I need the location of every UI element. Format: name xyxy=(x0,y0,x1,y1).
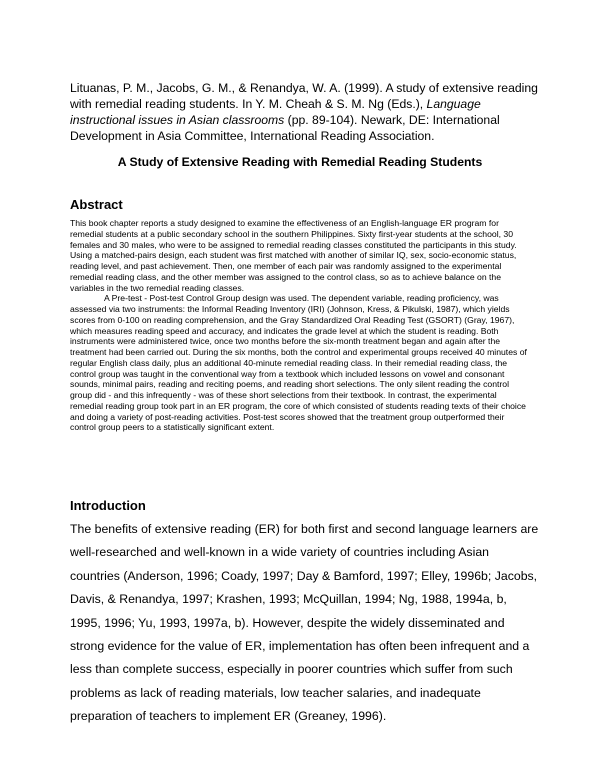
abstract-paragraph: This book chapter reports a study designed to examine the effectiveness of an English-language ER program for remedial students at a public secondary school in the southern Philippines. Sixty first-year students at the school, 30 females and 30 males, who were to be assigned to remedial reading classes constituted the participants in this study. Using a matched-pairs design, each student was first matched with another of similar IQ, sex, socio-economic status, reading level, and past achievement. Then, one member of each pair was randomly assigned to the experimental remedial reading class, and the other member was assigned to the control class, so as to achieve balance on the variables in the two remedial reading classes. xyxy=(70,218,517,293)
abstract-heading: Abstract xyxy=(70,197,123,212)
introduction-paragraph: The benefits of extensive reading (ER) for both first and second language learners are well-researched and well-known in a wide variety of countries including Asian countries (Anderson, 1996; Coady, 1997; Day & Bamford, 1997; Elley, 1996b; Jacobs, Davis, & Renandya, 1997; Krashen, 1993; McQuillan, 1994; Ng, 1988, 1994a, b, 1995, 1996; Yu, 1993, 1997a, b). However, despite the widely disseminated and strong evidence for the value of ER, implementation has often been infrequent and a less than complete success, especially in poorer countries which suffer from such problems as lack of reading materials, low teacher salaries, and inadequate preparation of teachers to implement ER (Greaney, 1996). xyxy=(70,522,539,724)
introduction-heading: Introduction xyxy=(70,498,146,513)
citation-book-title: Language instructional issues in Asian classrooms xyxy=(70,97,481,127)
citation-text-end: (pp. 89-104). Newark, DE: International Development in Asia Committee, International Reading Association. xyxy=(70,113,500,143)
abstract-body xyxy=(70,218,532,433)
paper-title: A Study of Extensive Reading with Remedial Reading Students xyxy=(117,155,483,169)
citation-text-start: Lituanas, P. M., Jacobs, G. M., & Renandya, W. A. (1999). A study of extensive reading with remedial reading students. In Y. M. Cheah & S. M. Ng (Eds.), xyxy=(70,81,538,111)
citation xyxy=(70,80,540,144)
abstract-paragraph: A Pre-test - Post-test Control Group design was used. The dependent variable, reading proficiency, was assessed via two instruments: the Informal Reading Inventory (IRI) (Johnson, Kress, & Pikulski, 1987), which yields scores from 0-100 on reading comprehension, and the Gray Standardized Oral Reading Test (GSORT) (Gray, 1967), which measures reading speed and accuracy, and indicates the grade level at which the student is reading. Both instruments were administered twice, once two months before the six-month treatment began and again after the treatment had been carried out. During the six months, both the control and experimental groups received 40 minutes of regular English class daily, plus an additional 40-minute remedial reading class. In their remedial reading class, the control group was taught in the conventional way from a textbook which included lessons on vowel and consonant sounds, minimal pairs, reading and reciting poems, and reading short selections. The only silent reading the control group did - and this infrequently - was of these short selections from their textbook. In contrast, the experimental remedial reading group took part in an ER program, the core of which consisted of students reading texts of their choice and doing a variety of post-reading activities. Post-test scores showed that the treatment group outperformed their control group peers to a statistically significant extent. xyxy=(70,293,527,433)
